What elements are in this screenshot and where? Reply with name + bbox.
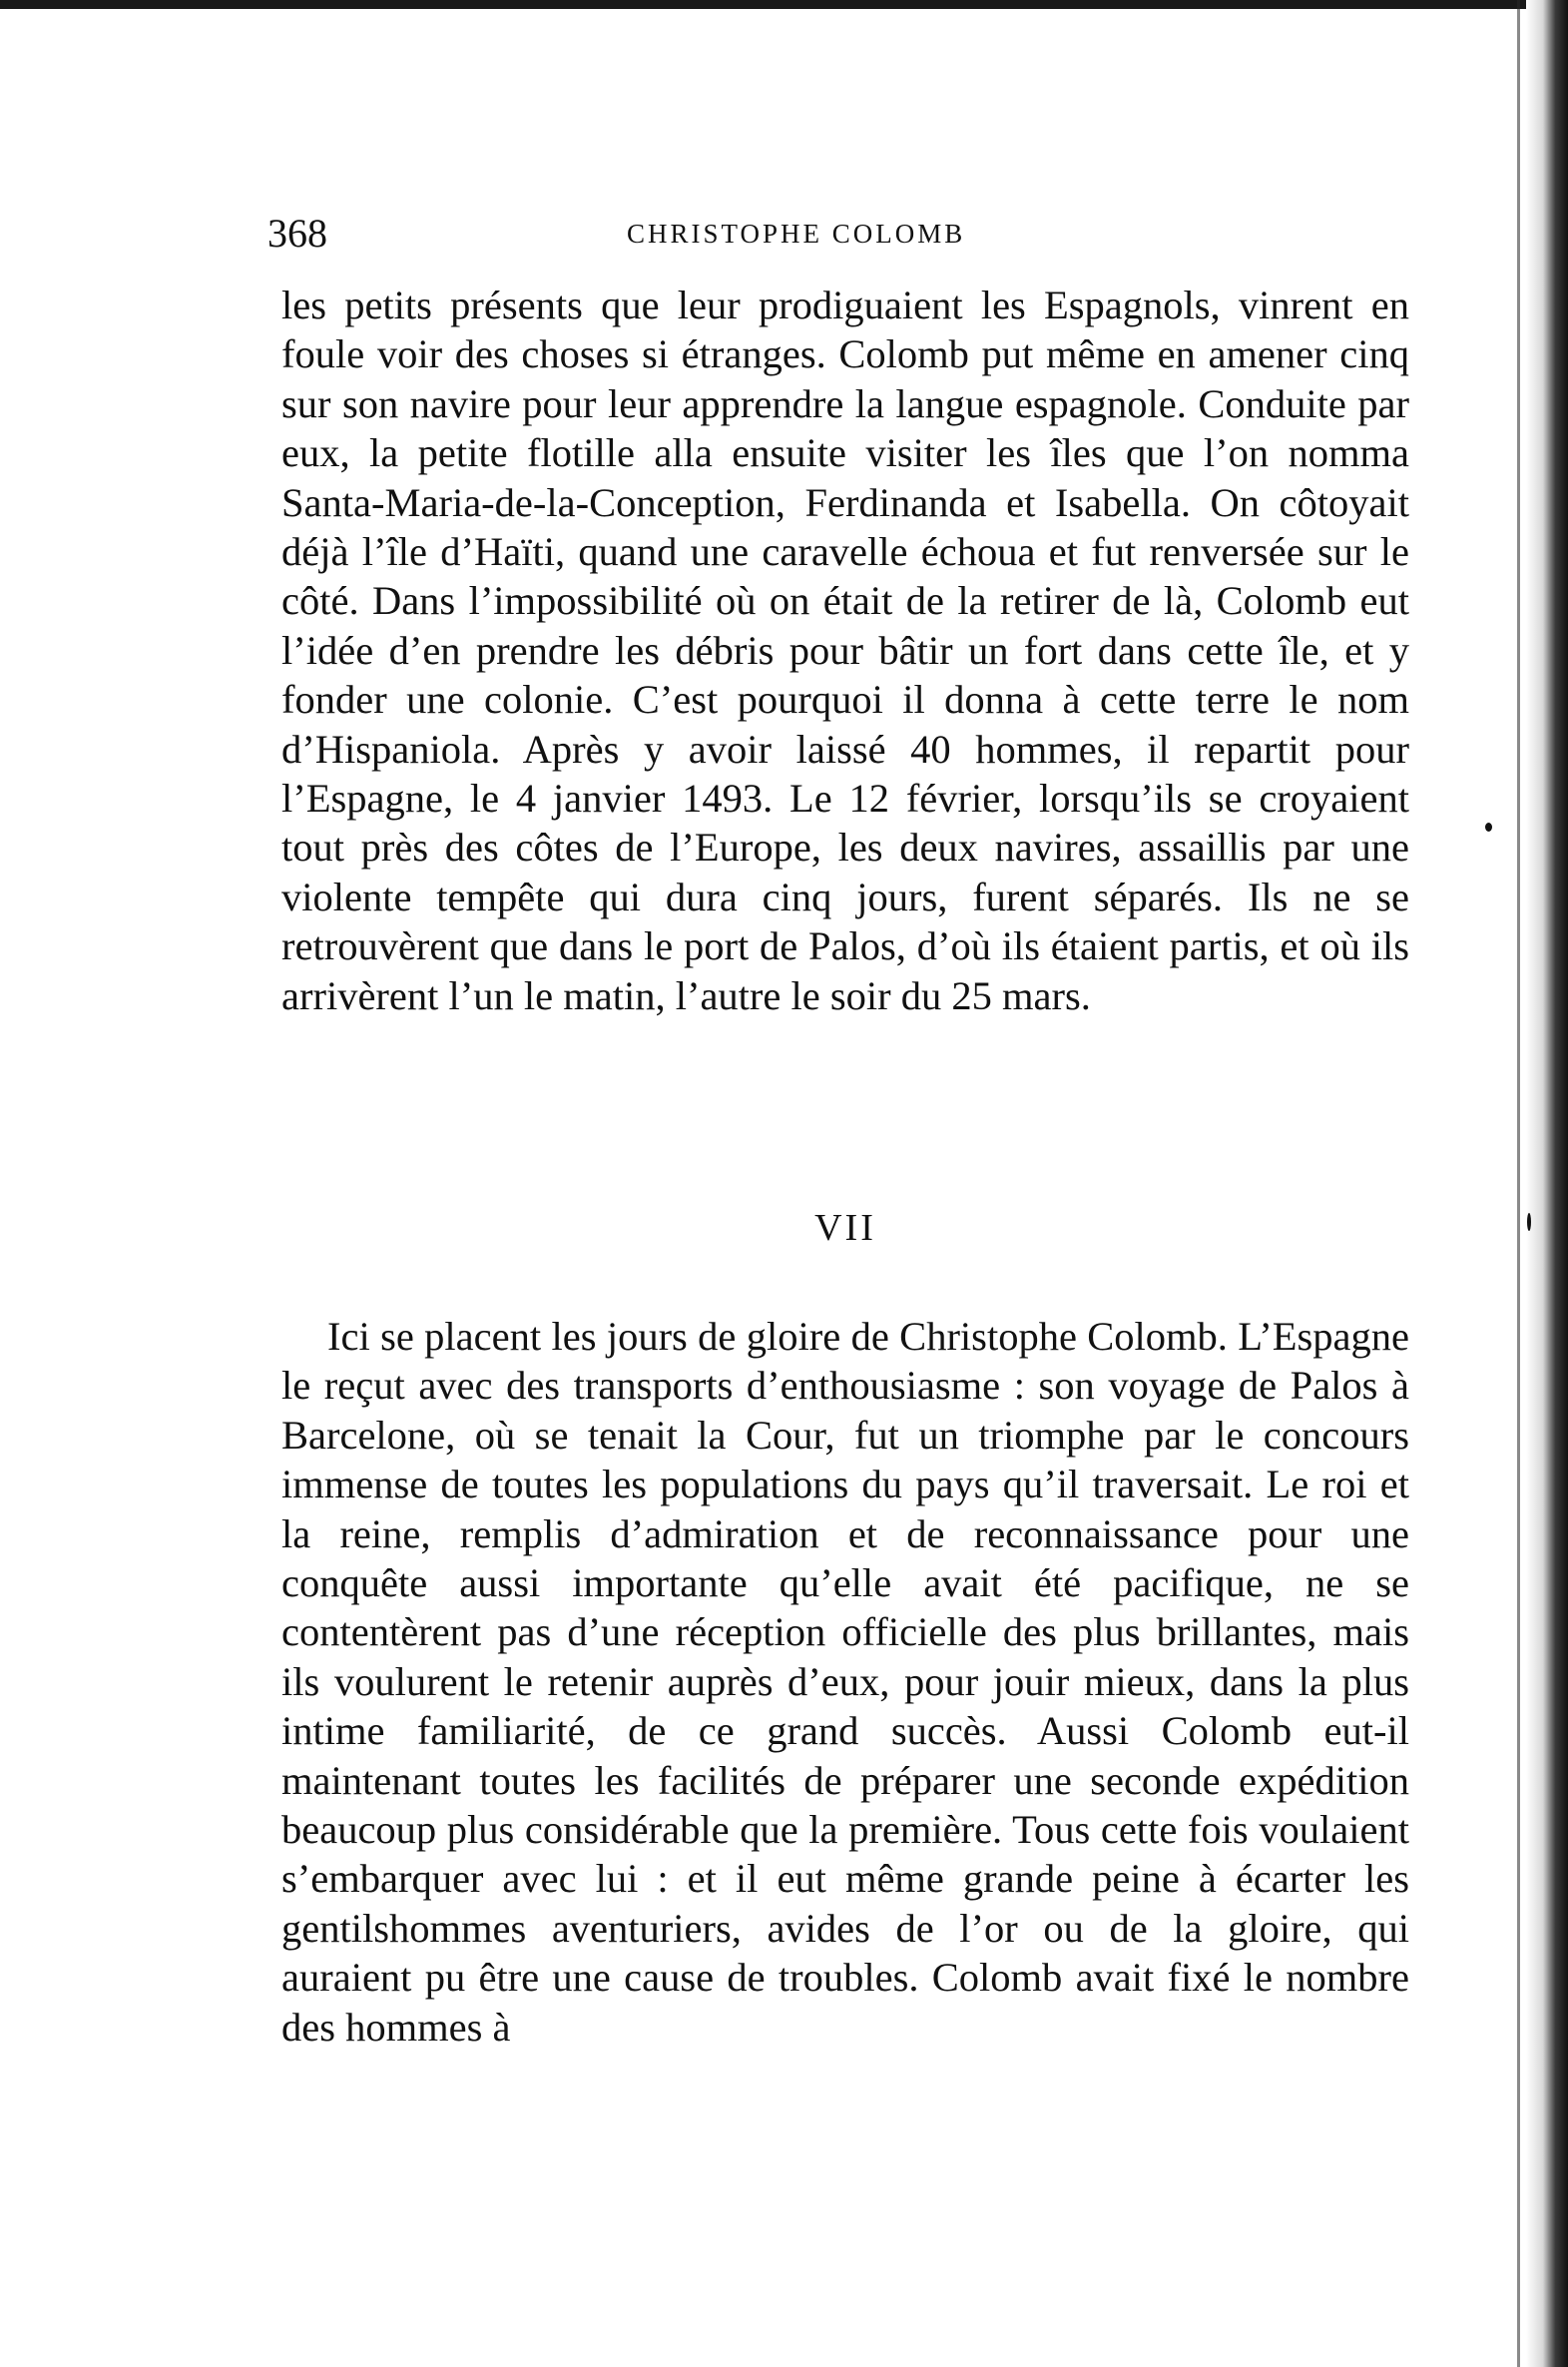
page-header <box>267 204 1405 264</box>
body-paragraph: les petits présents que leur prodiguaient les Espagnols, vinrent en foule voir des choses si étranges. Colomb put même en amener cinq sur son navire pour leur apprendre la langue espagnole. Conduite par eux, la petite flotille alla ensuite visiter les îles que l’on nomma Santa-Maria-de-la-Conception, Ferdinanda et Isabella. On côtoyait déjà l’île d’Haïti, quand une caravelle échoua et fut renversée sur le côté. Dans l’impossibilité où on était de la retirer de là, Colomb eut l’idée d’en prendre les débris pour bâtir un fort dans cette île, et y fonder une colonie. C’est pourquoi il donna à cette terre le nom d’Hispaniola. Après y avoir laissé 40 hommes, il repartit pour l’Espagne, le 4 janvier 1493. Le 12 février, lorsqu’ils se croyaient tout près des côtes de l’Europe, les deux navires, assaillis par une violente tempête qui dura cinq jours, furent séparés. Ils ne se retrouvèrent que dans le port de Palos, d’où ils étaient partis, et où ils arrivèrent l’un le matin, l’autre le soir du 25 mars. <box>281 283 1409 1018</box>
ink-speck <box>1485 823 1492 832</box>
running-head: CHRISTOPHE COLOMB <box>627 219 966 249</box>
scan-edge-line <box>1517 0 1520 2367</box>
body-paragraph: Ici se placent les jours de gloire de Christophe Colomb. L’Espagne le reçut avec des transports d’enthousiasme : son voyage de Palos à Barcelone, où se tenait la Cour, fut un triomphe par le concours immense de toutes les populations du pays qu’il traversait. Le roi et la reine, remplis d’admiration et de reconnaissance pour une conquête aussi importante qu’elle avait été pacifique, ne se contentèrent pas d’une réception officielle des plus brillantes, mais ils voulurent le retenir auprès d’eux, pour jouir mieux, dans la plus intime familiarité, de ce grand succès. Aussi Colomb eut-il maintenant toutes les facilités de préparer une seconde expédition beaucoup plus considérable que la première. Tous cette fois voulaient s’embarquer avec lui : et il eut même grande peine à écarter les gentilshommes aventuriers, avides de l’or ou de la gloire, qui auraient pu être une cause de troubles. Colomb avait fixé le nombre des hommes à <box>281 1314 1409 2050</box>
ink-speck <box>1527 1213 1531 1231</box>
section-heading: VII <box>814 1207 876 1249</box>
page-number: 368 <box>267 211 327 256</box>
scan-edge-shadow <box>1526 0 1568 2367</box>
top-scan-border <box>0 0 1568 9</box>
